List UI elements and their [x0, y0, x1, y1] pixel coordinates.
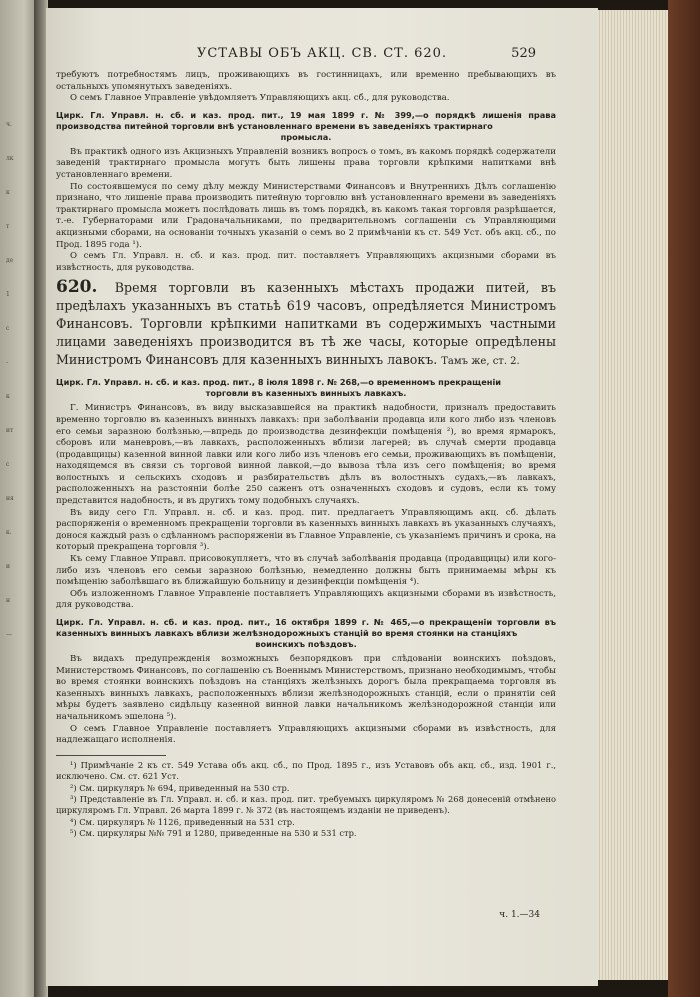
paragraph: требуютъ потребностямъ лицъ, проживающихъ въ гостинницахъ, или временно пребывающихъ въ остальныхъ упомянутыхъ заведеніяхъ. — [56, 70, 556, 92]
circular-heading-text: Цирк. Гл. Управл. н. сб. и каз. прод. пит., 8 іюля 1898 г. № 268,—о временномъ прекращеніи — [56, 377, 501, 388]
paragraph: Въ виду сего Гл. Управл. н. сб. и каз. прод. пит. предлагаетъ Управляющимъ акц. сб. дѣлать распоряженія о временномъ прекращеніи торговли въ казенныхъ винныхъ лавкахъ въ указанныхъ случаяхъ, донося каждый разъ о сдѣланномъ распоряженіи въ Главное Управленіе, съ указаніемъ причинъ и срока, на который прекращена торговля ³). — [56, 507, 556, 553]
paragraph: Объ изложенномъ Главное Управленіе поставляетъ Управляющихъ акцизными сборами въ извѣстность, для руководства. — [56, 588, 556, 611]
facing-page-fragment: и — [6, 563, 10, 570]
footnote-divider — [56, 755, 166, 756]
facing-page-fragment: 1 — [6, 291, 10, 298]
footnote: ³) Представленіе въ Гл. Управл. н. сб. и каз. прод. пит. требуемыхъ циркуляромъ № 268 донесеній отмѣнено циркуляромъ Гл. Управл. 26 марта 1899 г. № 372 (въ настоящемъ изданіи не приведенъ). — [56, 793, 556, 816]
circular-heading-line2: торговли въ казенныхъ винныхъ лавкахъ. — [205, 388, 407, 399]
paragraph: О семъ Главное Управленіе увѣдомляетъ Управляющихъ акц. сб., для руководства. — [70, 93, 450, 104]
circular-heading — [56, 110, 556, 143]
text-block-2 — [56, 377, 556, 746]
facing-page-fragment: н — [6, 597, 10, 604]
circular-heading-line2: воинскихъ поѣздовъ. — [255, 639, 357, 649]
page-body — [56, 70, 556, 840]
facing-page-fragment: ч. — [6, 121, 12, 128]
page-number: 529 — [511, 46, 536, 61]
book-cover-edge — [668, 0, 700, 997]
footnote: ²) См. циркуляръ № 694, приведенный на 530 стр. — [70, 782, 290, 793]
facing-page-fragment: де — [6, 257, 14, 264]
footnotes — [56, 760, 556, 840]
facing-page-fragment: с — [6, 325, 10, 332]
facing-page-fragment: - — [6, 359, 9, 366]
circular-heading — [56, 377, 556, 399]
circular-heading-text: Цирк. Гл. Управл. н. сб. и каз. прод. пит., 19 мая 1899 г. № 399,—о порядкѣ лишенія права производства питейной торговли внѣ установленнаго времени въ заведеніяхъ трактирнаго — [56, 109, 556, 131]
article-number: 620. — [56, 277, 98, 298]
page-header — [46, 46, 598, 64]
page-stack-edges — [596, 10, 673, 980]
circular-heading-text: Цирк. Гл. Управл. н. сб. и каз. прод. пит., 16 октября 1899 г. № 465,—о прекращеніи торговли въ казенныхъ винныхъ лавкахъ вблизи желѣзнодорожныхъ станцій во время стоянки на станціяхъ — [56, 617, 556, 638]
facing-page-fragment: с — [6, 461, 10, 468]
paragraph: Въ практикѣ одного изъ Акцизныхъ Управленій возникъ вопросъ о томъ, въ какомъ порядкѣ содержатели заведеній трактирнаго промысла могутъ быть лишены права торговли крѣпкими напитками внѣ установленнаго времени. — [56, 146, 556, 180]
facing-page-fragment: — — [6, 631, 12, 638]
running-title: УСТАВЫ ОБЪ АКЦ. СВ. СТ. 620. — [196, 46, 448, 61]
facing-page-fragment: т — [6, 223, 10, 230]
article-620 — [56, 278, 556, 371]
paragraph: О семъ Гл. Управл. н. сб. и каз. прод. пит. поставляетъ Управляющихъ акцизными сборами въ извѣстность, для руководства. — [56, 251, 556, 273]
paragraph: О семъ Главное Управленіе поставляетъ Управляющихъ акцизными сборами въ извѣстность, для надлежащаго исполненія. — [56, 723, 556, 746]
facing-page-fragment: к. — [6, 529, 12, 536]
facing-page-fragment: ит — [6, 427, 14, 434]
facing-page-fragments — [6, 0, 36, 997]
facing-page-fragment: лк — [6, 155, 14, 162]
circular-heading-line2: промысла. — [280, 131, 332, 142]
article-source: Тамъ же, ст. 2. — [441, 356, 520, 368]
facing-page-fragment: к — [6, 189, 10, 196]
article-text: Время торговли въ казенныхъ мѣстахъ продажи питей, въ предѣлахъ указанныхъ въ статьѣ 619 часовъ, опредѣляется Министромъ Финансовъ. Торговли крѣпкими напитками въ содержимыхъ частными лицами заведеніяхъ производится въ тѣ же часы, которые опредѣлены Министромъ Финансовъ для казенныхъ винныхъ лавокъ. — [56, 280, 556, 368]
paragraph: Г. Министръ Финансовъ, въ виду высказавшейся на практикѣ надобности, призналъ предоставить временно торговлю въ казенныхъ винныхъ лавкахъ: при заболѣваніи продавца или кого либо изъ членовъ его семьи заразною болѣзнью,—впредь до производства дезинфекціи помѣщенія ²), во время ярмарокъ, сборовъ или маневровъ,—въ лавкахъ, расположенныхъ вблизи лагерей; въ случаѣ смерти продавца (продавщицы) казенной винной лавки или кого либо изъ членовъ его семьи, проживающихъ въ помѣщеніи, находящемся въ связи съ торговой винной лавкой,—до вывоза тѣла изъ сего помѣщенія; во время волостныхъ и сельскихъ сходовъ и разбирательствъ дѣлъ въ волостныхъ судахъ,—въ лавкахъ, расположенныхъ на разстояніи болѣе 250 саженъ отъ означенныхъ сходовъ и судовъ, если къ тому представится надобность, и въ другихъ тому подобныхъ случаяхъ. — [56, 403, 556, 507]
text-block-1 — [56, 70, 556, 274]
facing-page-fragment: к — [6, 393, 10, 400]
footnote: ⁵) См. циркуляры №№ 791 и 1280, приведенные на 530 и 531 стр. — [70, 828, 357, 839]
paragraph: По состоявшемуся по сему дѣлу между Министерствами Финансовъ и Внутреннихъ Дѣлъ соглашенію признано, что лишеніе права производить питейную торговлю внѣ установленнаго времени въ заведеніяхъ трактирнаго промысла можетъ послѣдовать лишь въ томъ порядкѣ, въ какомъ такая торговля разрѣшается, т.-е. Губернаторами или Градоначальниками, по предварительномъ соглашеніи съ Управляющими акцизными сборами, на основаніи точныхъ указаній о семъ во 2 примѣчаніи къ ст. 549 Уст. объ акц. сб., по Прод. 1895 года ¹). — [56, 181, 556, 250]
footnote: ¹) Примѣчаніе 2 къ ст. 549 Устава объ акц. сб., по Прод. 1895 г., изъ Уставовъ объ акц. сб., изд. 1901 г., исключено. См. ст. 621 Уст. — [56, 759, 556, 782]
book-page — [46, 8, 598, 986]
circular-heading — [56, 617, 556, 650]
facing-page-fragment: ня — [6, 495, 14, 502]
footnote: ⁴) См. циркуляръ № 1126, приведенный на 531 стр. — [70, 816, 295, 827]
paragraph: Въ видахъ предупрежденія возможныхъ безпорядковъ при слѣдованіи воинскихъ поѣздовъ, Министерствомъ Финансовъ, по соглашенію съ Военнымъ Министерствомъ, признано необходимымъ, чтобы во время стоянки воинскихъ поѣздовъ на станціяхъ желѣзныхъ дорогъ была прекращаема торговля въ казенныхъ винныхъ лавкахъ, расположенныхъ вблизи желѣзнодорожныхъ станцій, если о принятіи сей мѣры будетъ заявлено сидѣльцу казенной винной лавки начальникомъ желѣзнодорожной станціи или начальникомъ эшелона ⁵). — [56, 654, 556, 722]
paragraph: Къ сему Главное Управл. присовокупляетъ, что въ случаѣ заболѣванія продавца (продавщицы) или кого-либо изъ членовъ его семьи заразною болѣзнью, немедленно должны быть принимаемы мѣры къ помѣщенію заболѣвшаго въ ближайшую больницу и дезинфекціи помѣщенія ⁴). — [56, 554, 556, 588]
signature-mark: ч. 1.—34 — [499, 910, 540, 920]
